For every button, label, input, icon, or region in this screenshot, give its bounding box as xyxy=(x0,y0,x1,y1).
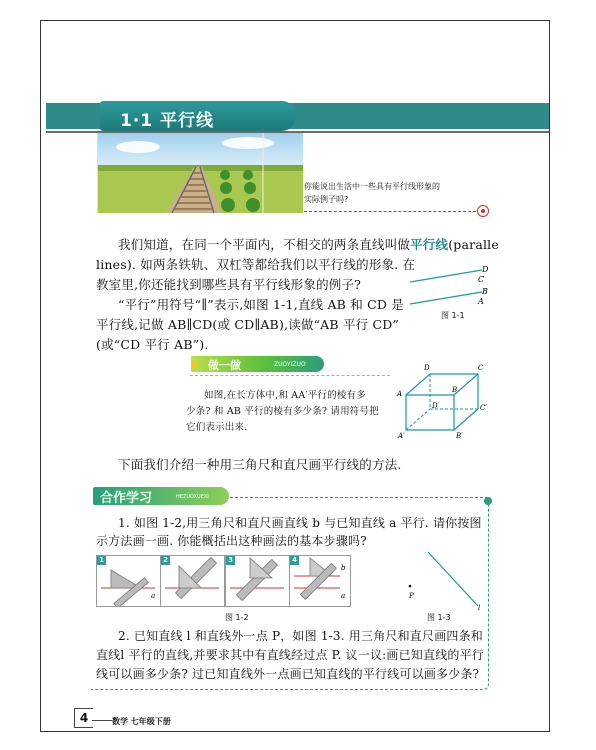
method-intro: 下面我们介绍一种用三角尺和直尺画平行线的方法. xyxy=(118,457,402,472)
page-number: 4 xyxy=(74,708,93,728)
q2-line-1: 2. 已知直线 l 和直线外一点 P，如图 1-3. 用三角尺和直尺画四条和 xyxy=(118,629,483,643)
step4-label-a: a xyxy=(341,592,346,600)
step-panel-2 xyxy=(160,555,225,607)
page-border-top xyxy=(40,20,550,21)
margin-question xyxy=(304,180,474,206)
step-panel-1 xyxy=(96,555,161,607)
intro-line1-a: 我们知道，在同一个平面内，不相交的两条直线叫做 xyxy=(118,237,411,252)
cuboid-label-d: D xyxy=(424,364,430,372)
zuoyizuo-text-2: 少条? 和 AB 平行的棱有多少条? 请用符号把 xyxy=(186,406,379,417)
railway-illustration xyxy=(97,133,303,213)
term-parallel-lines: 平行线 xyxy=(410,237,449,252)
cuboid-label-b-prime: B′ xyxy=(456,432,463,440)
intro-line1-b: (paralle xyxy=(448,237,499,252)
step-panel-4 xyxy=(289,555,351,607)
page-border-bottom xyxy=(40,731,550,732)
fig11-label-a: A xyxy=(478,297,484,306)
cuboid-label-b: B xyxy=(452,386,458,394)
intro-line-4: “平行”用符号“∥”表示,如图 1-1,直线 AB 和 CD 是 xyxy=(118,297,404,312)
figure-1-1-diagram xyxy=(404,262,494,312)
fig13-label-p: P xyxy=(409,592,414,600)
step-panel-3 xyxy=(225,555,290,607)
step-number-2: 2 xyxy=(161,556,170,565)
q2-line-2: 直线l 平行的直线,并要求其中有直线经过点 P. 议一议:画已知直线的平行 xyxy=(96,648,484,662)
intro-line-6: (或“CD 平行 AB”). xyxy=(96,337,209,352)
section-title: 1·1 平行线 xyxy=(120,111,215,131)
fig13-label-l: l xyxy=(478,604,481,612)
margin-marker-icon xyxy=(477,205,489,217)
q2-line-3: 线可以画多少条? 过已知直线外一点画已知直线的平行线可以画多少条? xyxy=(96,667,480,681)
cuboid-diagram xyxy=(394,360,504,442)
q1-line-2: 示方法画一画. 你能概括出这种画法的基本步骤吗? xyxy=(96,534,367,548)
play-arrow-icon xyxy=(192,359,200,369)
intro-line-3: 教室里,你还能找到哪些具有平行线形象的例子? xyxy=(96,277,362,292)
figure-1-3-diagram xyxy=(400,548,490,612)
figure-1-2-caption: 图 1-2 xyxy=(225,613,249,622)
step1-label-a: a xyxy=(151,592,156,600)
hezuoxuexi-subtitle: HEZUOXUEXI xyxy=(176,494,209,500)
intro-line-5: 平行线,记做 AB∥CD(或 CD∥AB),读做“AB 平行 CD” xyxy=(96,317,400,332)
margin-question-line2: 实际例子吗? xyxy=(304,195,349,204)
margin-dashed-line xyxy=(304,211,476,212)
step-number-3: 3 xyxy=(226,556,235,565)
cuboid-label-a: A xyxy=(397,390,403,398)
q1-line-1: 1. 如图 1-2,用三角尺和直尺画直线 b 与已知直线 a 平行. 请你按图 xyxy=(118,516,482,530)
cuboid-label-c-prime: C′ xyxy=(480,404,487,412)
intro-line-2: lines). 如两条铁轨、双杠等都给我们以平行线的形象. 在 xyxy=(96,257,416,272)
step-number-4: 4 xyxy=(290,556,299,565)
zuoyizuo-rule xyxy=(190,375,390,376)
zuoyizuo-title: 做一做 xyxy=(208,359,241,372)
hezuoxuexi-title: 合作学习 xyxy=(100,491,153,506)
step-number-1: 1 xyxy=(97,556,106,565)
zuoyizuo-subtitle: ZUOYIZUO xyxy=(274,361,306,368)
margin-question-line1: 你能说出生活中一些具有平行线形象的 xyxy=(304,182,440,191)
fig11-label-b: B xyxy=(482,287,488,296)
page-border-left xyxy=(40,20,41,732)
zuoyizuo-text-1: 如图,在长方体中,和 AA′平行的棱有多 xyxy=(204,390,366,401)
intro-line-1 xyxy=(118,235,499,255)
page-border-right xyxy=(549,20,550,732)
figure-1-1-caption: 图 1-1 xyxy=(441,311,465,320)
zuoyizuo-text-3: 它们表示出来. xyxy=(186,422,248,433)
fig11-label-d: D xyxy=(482,265,489,274)
cuboid-label-d-prime: D′ xyxy=(432,402,440,410)
figure-1-3-caption: 图 1-3 xyxy=(427,613,451,622)
footer-rule xyxy=(92,720,112,721)
fig11-label-c: C xyxy=(478,275,485,284)
cuboid-label-a-prime: A′ xyxy=(398,432,405,440)
step4-label-b: b xyxy=(341,564,346,572)
hezuoxuexi-end-dot-icon xyxy=(484,497,492,505)
footer-book-title: 数学 七年级下册 xyxy=(112,717,171,726)
cuboid-label-c: C xyxy=(478,364,484,372)
